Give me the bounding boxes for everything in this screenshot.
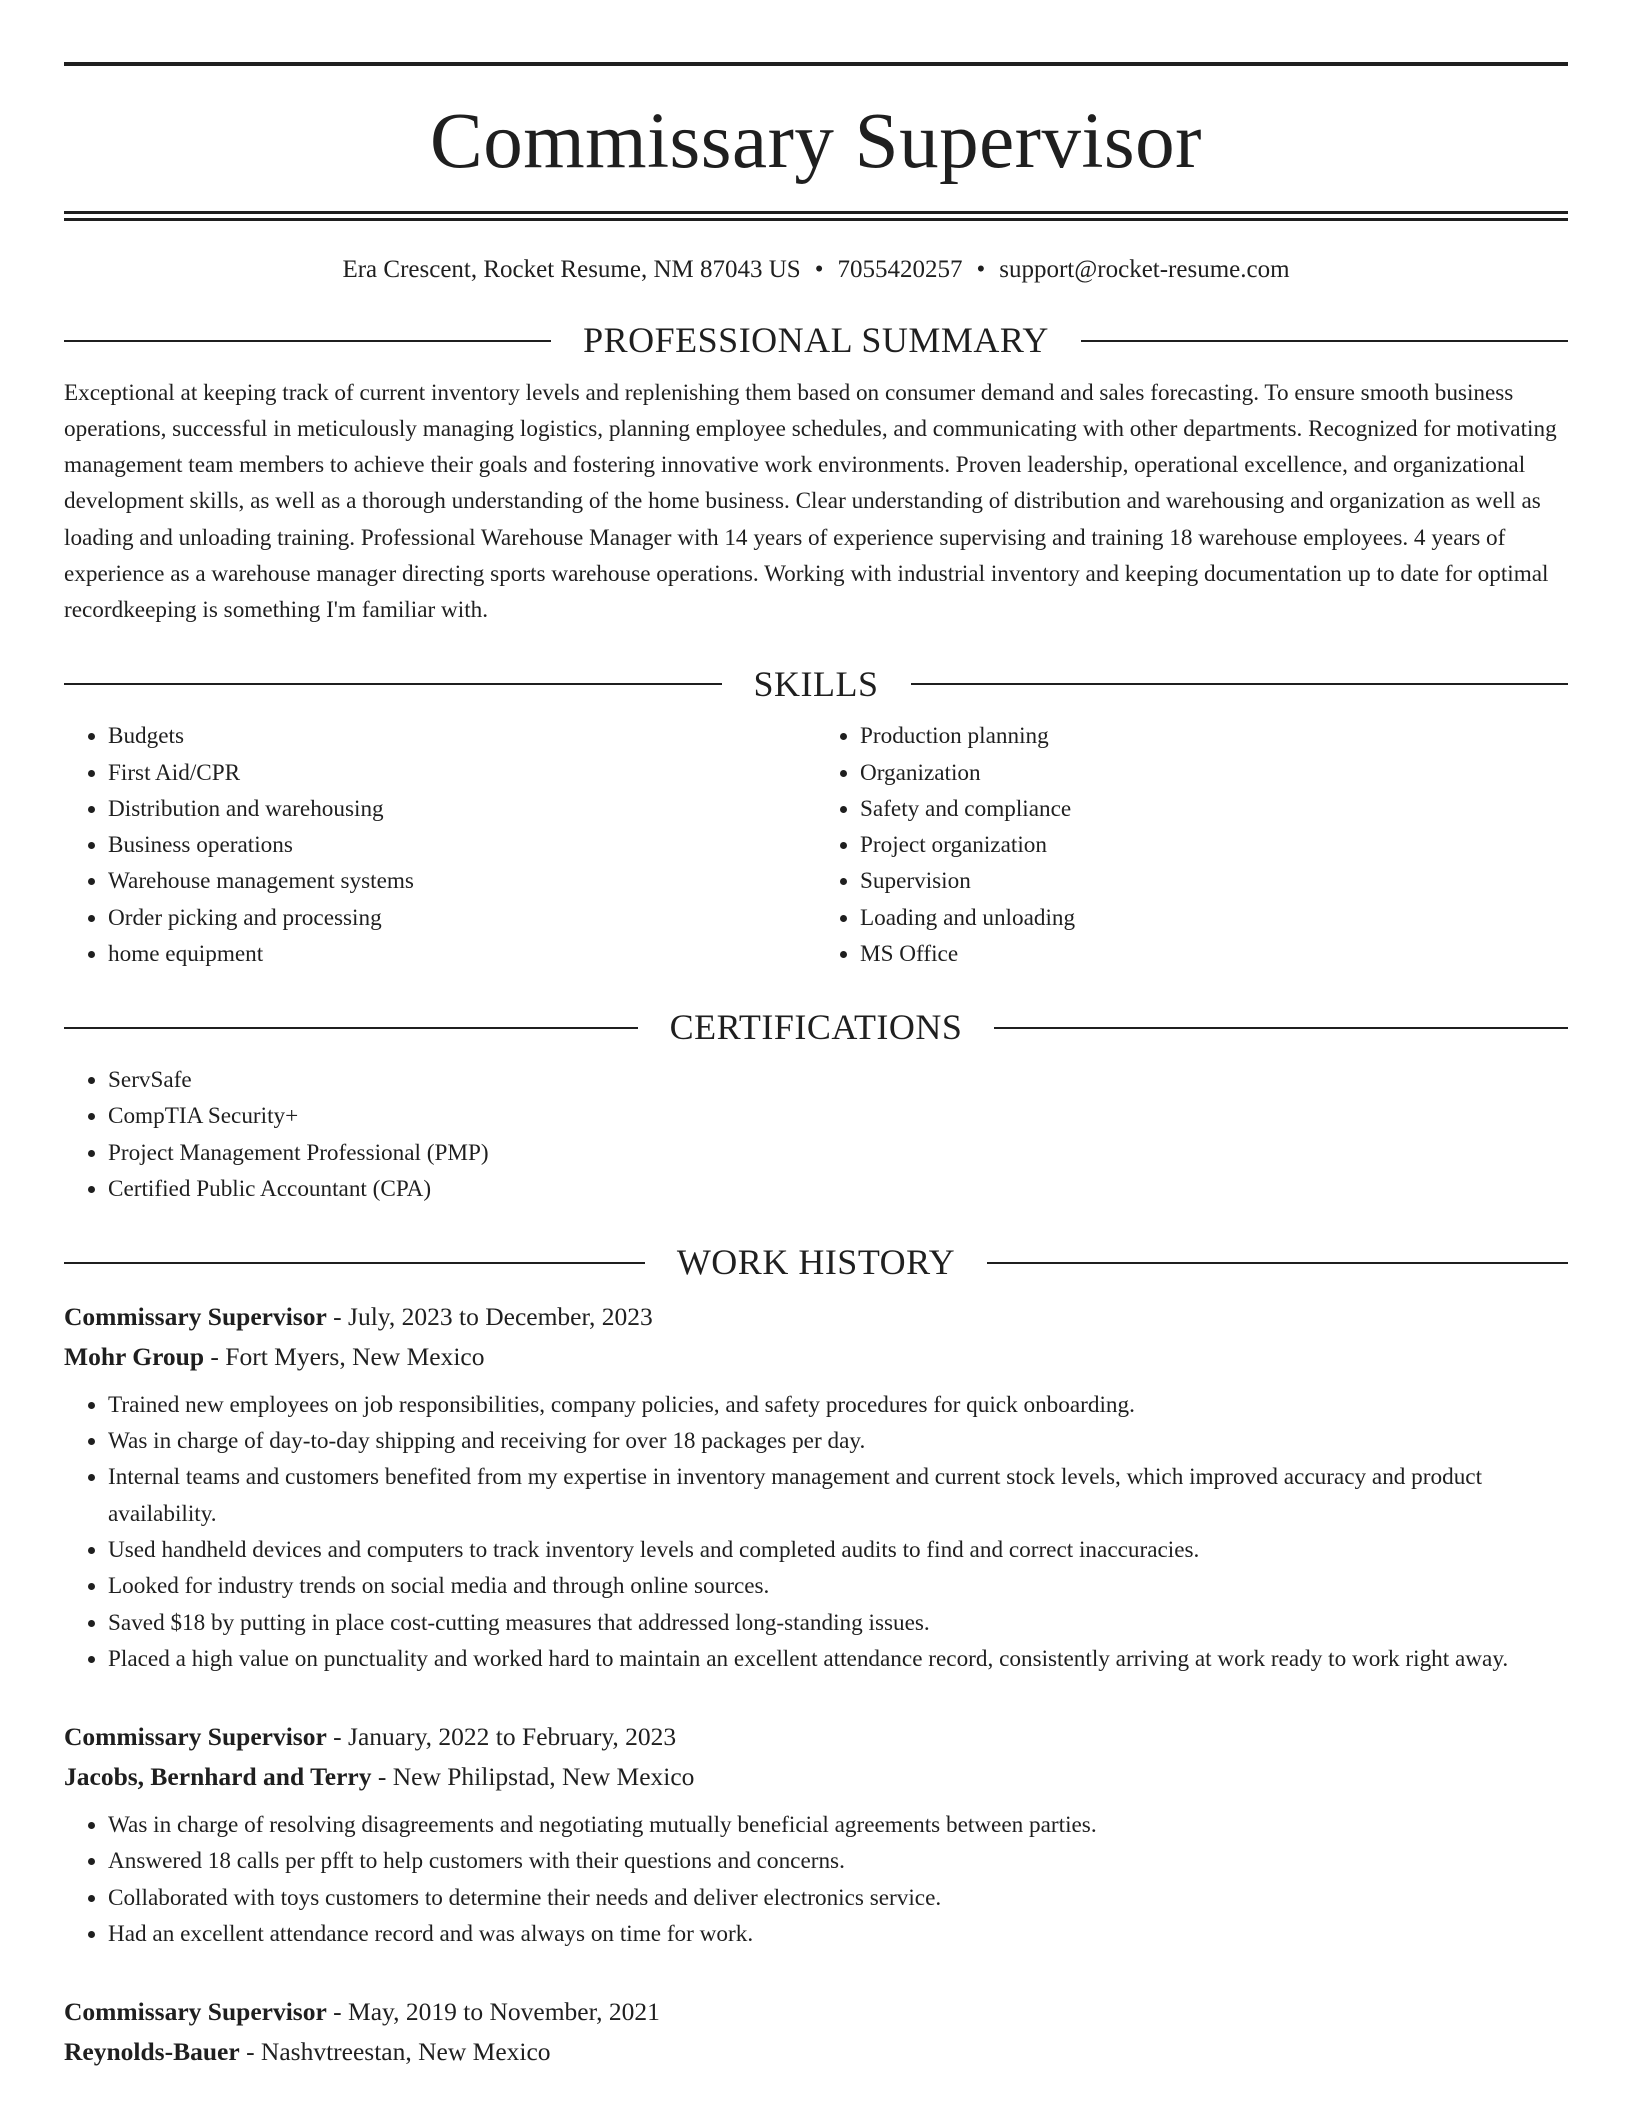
skill-item: • Loading and unloading bbox=[860, 900, 1568, 936]
job-bullet: • Was in charge of resolving disagreements and negotiating mutually beneficial agreements between parties. bbox=[108, 1807, 1568, 1843]
job-title: Commissary Supervisor bbox=[64, 1722, 327, 1752]
skill-item: • Safety and compliance bbox=[860, 791, 1568, 827]
job-title-line bbox=[64, 1717, 1568, 1757]
job-entry bbox=[64, 1297, 1568, 1677]
heading-rule bbox=[64, 1262, 645, 1264]
summary-heading bbox=[64, 321, 1568, 361]
contact-line bbox=[64, 255, 1568, 285]
job-bullet: • Had an excellent attendance record and was always on time for work. bbox=[108, 1916, 1568, 1952]
certifications-list bbox=[64, 1062, 1568, 1207]
skills-list bbox=[64, 718, 1568, 972]
job-bullets bbox=[64, 1387, 1568, 1677]
job-location: - Nashvtreestan, New Mexico bbox=[239, 2037, 551, 2067]
job-bullet: • Looked for industry trends on social media and through online sources. bbox=[108, 1568, 1568, 1604]
job-dates: - May, 2019 to November, 2021 bbox=[326, 1997, 660, 2027]
skills-column-left bbox=[64, 718, 816, 972]
skill-item: • Organization bbox=[860, 755, 1568, 791]
skill-item: • Order picking and processing bbox=[108, 900, 816, 936]
heading-rule bbox=[64, 340, 551, 342]
skill-item: • MS Office bbox=[860, 936, 1568, 972]
contact-email[interactable]: support@rocket-resume.com bbox=[999, 256, 1290, 283]
resume-page bbox=[64, 62, 1568, 2072]
skills-heading bbox=[64, 665, 1568, 705]
skill-item: • Production planning bbox=[860, 718, 1568, 754]
job-bullets bbox=[64, 1807, 1568, 1952]
contact-separator: • bbox=[976, 256, 986, 283]
resume-name: Commissary Supervisor bbox=[430, 98, 1202, 185]
job-bullet: • Trained new employees on job responsibilities, company policies, and safety procedures for quick onboarding. bbox=[108, 1387, 1568, 1423]
skill-item: • Warehouse management systems bbox=[108, 863, 816, 899]
work-heading bbox=[64, 1243, 1568, 1283]
job-title: Commissary Supervisor bbox=[64, 1301, 327, 1331]
job-bullet: • Answered 18 calls per pfft to help customers with their questions and concerns. bbox=[108, 1843, 1568, 1879]
skill-item: • home equipment bbox=[108, 936, 816, 972]
heading-rule bbox=[994, 1027, 1568, 1029]
job-title-line bbox=[64, 1297, 1568, 1337]
heading-rule bbox=[64, 1027, 638, 1029]
double-rule bbox=[64, 211, 1568, 221]
job-company-line bbox=[64, 1337, 1568, 1377]
heading-rule bbox=[911, 683, 1569, 685]
heading-rule bbox=[987, 1262, 1568, 1264]
job-entry bbox=[64, 1717, 1568, 1952]
job-title: Commissary Supervisor bbox=[64, 1997, 327, 2027]
job-location: - New Philipstad, New Mexico bbox=[371, 1762, 695, 1792]
skills-column-right bbox=[816, 718, 1568, 972]
skill-item: • Supervision bbox=[860, 863, 1568, 899]
job-company: Reynolds-Bauer bbox=[64, 2037, 240, 2067]
job-bullet: • Placed a high value on punctuality and worked hard to maintain an excellent attendance record, consistently arriving at work ready to work right away. bbox=[108, 1641, 1568, 1677]
job-company: Mohr Group bbox=[64, 1341, 205, 1371]
certification-item: • Project Management Professional (PMP) bbox=[108, 1135, 1568, 1171]
job-bullet: • Used handheld devices and computers to track inventory levels and completed audits to find and correct inaccuracies. bbox=[108, 1532, 1568, 1568]
work-title: WORK HISTORY bbox=[676, 1242, 956, 1283]
job-bullet: • Was in charge of day-to-day shipping and receiving for over 18 packages per day. bbox=[108, 1423, 1568, 1459]
contact-phone[interactable]: 7055420257 bbox=[837, 256, 963, 283]
contact-separator: • bbox=[814, 256, 824, 283]
job-location: - Fort Myers, New Mexico bbox=[204, 1341, 485, 1371]
job-dates: - July, 2023 to December, 2023 bbox=[326, 1301, 653, 1331]
job-title-line bbox=[64, 1992, 1568, 2032]
skill-item: • Budgets bbox=[108, 718, 816, 754]
skill-item: • Business operations bbox=[108, 827, 816, 863]
skill-item: • Project organization bbox=[860, 827, 1568, 863]
job-dates: - January, 2022 to February, 2023 bbox=[326, 1722, 677, 1752]
summary-text: Exceptional at keeping track of current inventory levels and replenishing them based on consumer demand and sales forecasting. To ensure smooth business operations, successful in meticulously managing logistics, planning employee schedules, and communicating with other departments. Recognized for motivating management team members to achieve their goals and fostering innovative work environments. Proven leadership, operational excellence, and organizational development skills, as well as a thorough understanding of the home business. Clear understanding of distribution and warehousing and organization as well as loading and unloading training. Professional Warehouse Manager with 14 years of experience supervising and training 18 warehouse employees. 4 years of experience as a warehouse manager directing sports warehouse operations. Working with industrial inventory and keeping documentation up to date for optimal recordkeeping is something I'm familiar with. bbox=[64, 379, 1557, 624]
job-company-line bbox=[64, 1757, 1568, 1797]
skill-item: • Distribution and warehousing bbox=[108, 791, 816, 827]
job-company-line bbox=[64, 2032, 1568, 2072]
certification-item: • CompTIA Security+ bbox=[108, 1098, 1568, 1134]
heading-rule bbox=[64, 683, 722, 685]
certifications-heading bbox=[64, 1008, 1568, 1048]
skills-title: SKILLS bbox=[753, 663, 879, 704]
job-company: Jacobs, Bernhard and Terry bbox=[64, 1762, 372, 1792]
job-entry bbox=[64, 1992, 1568, 2072]
skill-item: • First Aid/CPR bbox=[108, 755, 816, 791]
contact-address: Era Crescent, Rocket Resume, NM 87043 US bbox=[342, 256, 801, 283]
certification-item: • ServSafe bbox=[108, 1062, 1568, 1098]
certification-item: • Certified Public Accountant (CPA) bbox=[108, 1171, 1568, 1207]
job-bullet: • Internal teams and customers benefited from my expertise in inventory management and current stock levels, which improved accuracy and product availability. bbox=[108, 1459, 1568, 1532]
job-bullet: • Saved $18 by putting in place cost-cutting measures that addressed long-standing issues. bbox=[108, 1605, 1568, 1641]
certifications-title: CERTIFICATIONS bbox=[669, 1007, 963, 1048]
summary-title: PROFESSIONAL SUMMARY bbox=[583, 320, 1049, 360]
heading-rule bbox=[1081, 340, 1568, 342]
job-bullet: • Collaborated with toys customers to determine their needs and deliver electronics service. bbox=[108, 1880, 1568, 1916]
